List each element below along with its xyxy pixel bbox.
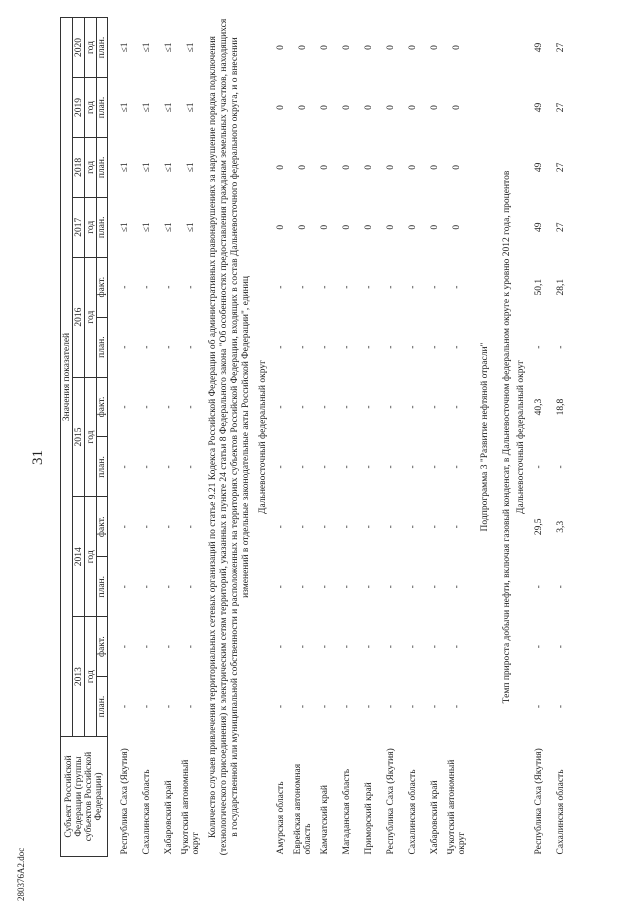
value-cell: 3,3: [556, 520, 566, 533]
value-cell: -: [364, 645, 374, 649]
subject-header: Субъект Российской Федерации (группы субъектов Российской Федерации): [61, 737, 108, 857]
value-cell: -: [556, 585, 566, 589]
value-cell: -: [430, 465, 440, 469]
value-cell: 0: [430, 165, 440, 170]
table-row: [424, 18, 446, 857]
value-cell: -: [186, 345, 196, 349]
value-cell: 0: [408, 224, 418, 230]
value-cell: ≤1: [120, 162, 130, 173]
value-cell: -: [534, 585, 544, 589]
value-cell: -: [142, 285, 152, 289]
value-cell: -: [298, 465, 308, 469]
value-cell: 40,3: [534, 398, 544, 416]
value-cell: -: [452, 525, 462, 529]
value-cell: -: [364, 704, 374, 709]
value-cell: -: [320, 285, 330, 289]
god-label: год: [85, 18, 97, 78]
value-cell: -: [186, 465, 196, 469]
value-cell: -: [408, 405, 418, 409]
subject-name: Хабаровский край: [430, 780, 440, 855]
value-cell: 0: [320, 105, 330, 110]
value-cell: 0: [342, 45, 352, 50]
value-cell: -: [276, 585, 286, 589]
subprogram-heading-row: [468, 18, 500, 857]
value-cell: -: [408, 285, 418, 289]
value-cell: -: [320, 704, 330, 709]
fakt-label: факт.: [97, 377, 108, 437]
value-cell: -: [556, 345, 566, 349]
value-cell: -: [386, 285, 396, 289]
value-cell: 27: [556, 102, 566, 113]
value-cell: -: [120, 405, 130, 409]
subject-name: Сахалинская область: [556, 769, 566, 855]
plan-label: план.: [97, 137, 108, 197]
god-label: год: [85, 197, 97, 257]
value-cell: -: [408, 465, 418, 469]
value-cell: -: [452, 645, 462, 649]
value-cell: ≤1: [186, 222, 196, 233]
page-number: 31: [30, 450, 46, 465]
value-cell: -: [164, 345, 174, 349]
table-row: [402, 18, 424, 857]
value-cell: -: [364, 405, 374, 409]
value-cell: -: [386, 645, 396, 649]
value-cell: 0: [276, 165, 286, 170]
value-cell: 0: [298, 45, 308, 50]
value-cell: -: [386, 704, 396, 709]
value-cell: 0: [386, 45, 396, 50]
value-cell: -: [164, 405, 174, 409]
value-cell: -: [120, 645, 130, 649]
value-cell: 0: [276, 224, 286, 230]
subject-name: Амурская область: [276, 781, 286, 855]
year-2019: 2019: [73, 78, 85, 138]
value-cell: 0: [430, 224, 440, 230]
value-cell: -: [430, 345, 440, 349]
value-cell: 0: [408, 45, 418, 50]
value-cell: 0: [386, 165, 396, 170]
value-cell: ≤1: [164, 162, 174, 173]
value-cell: 49: [534, 42, 544, 53]
value-cell: -: [120, 345, 130, 349]
footer-code: 280376A2.doc: [16, 847, 26, 901]
value-cell: -: [364, 525, 374, 529]
value-cell: 28,1: [556, 278, 566, 296]
value-cell: ≤1: [142, 222, 152, 233]
value-cell: -: [142, 345, 152, 349]
table-row: [136, 18, 158, 857]
value-cell: -: [164, 465, 174, 469]
value-cell: 0: [320, 45, 330, 50]
value-cell: -: [408, 585, 418, 589]
table-row: [550, 18, 572, 857]
value-cell: 0: [364, 105, 374, 110]
value-cell: 18,8: [556, 398, 566, 416]
value-cell: -: [408, 645, 418, 649]
indicator-description-row: [500, 18, 514, 857]
value-cell: -: [364, 285, 374, 289]
value-cell: 49: [534, 162, 544, 173]
value-cell: 0: [342, 165, 352, 170]
value-cell: -: [430, 285, 440, 289]
value-cell: -: [430, 525, 440, 529]
god-label: год: [85, 497, 97, 617]
value-cell: 0: [364, 224, 374, 230]
value-cell: -: [408, 525, 418, 529]
table-row: [314, 18, 336, 857]
value-cell: 0: [452, 45, 462, 50]
value-cell: -: [342, 465, 352, 469]
god-label: год: [85, 78, 97, 138]
district-heading-row: [256, 18, 270, 857]
value-cell: 29,5: [534, 518, 544, 536]
value-cell: -: [276, 285, 286, 289]
value-cell: -: [452, 285, 462, 289]
value-cell: -: [430, 585, 440, 589]
value-cell: -: [186, 525, 196, 529]
value-cell: -: [556, 645, 566, 649]
value-cell: -: [430, 704, 440, 709]
value-cell: -: [342, 704, 352, 709]
value-cell: -: [164, 704, 174, 709]
value-cell: 0: [452, 165, 462, 170]
fakt-label: факт.: [97, 257, 108, 317]
subject-name: Камчатский край: [320, 785, 330, 855]
subprogram-heading: Подпрограмма 3 "Развитие нефтяной отрасли": [479, 342, 490, 532]
value-cell: -: [430, 645, 440, 649]
table-row: [158, 18, 180, 857]
year-2015: 2015: [73, 377, 85, 497]
value-cell: -: [534, 704, 544, 709]
value-cell: -: [534, 645, 544, 649]
value-cell: -: [276, 405, 286, 409]
value-cell: -: [142, 704, 152, 709]
subject-name: Магаданская область: [342, 768, 352, 855]
value-cell: -: [276, 525, 286, 529]
plan-label: план.: [97, 677, 108, 737]
value-cell: -: [320, 525, 330, 529]
plan-label: план.: [97, 197, 108, 257]
value-cell: 0: [298, 165, 308, 170]
value-cell: 0: [430, 105, 440, 110]
value-cell: 27: [556, 162, 566, 173]
value-cell: -: [276, 345, 286, 349]
value-cell: -: [298, 645, 308, 649]
table-row: [180, 18, 202, 857]
value-cell: 0: [276, 45, 286, 50]
value-cell: -: [342, 345, 352, 349]
value-cell: 0: [342, 105, 352, 110]
value-cell: -: [142, 405, 152, 409]
value-cell: -: [452, 704, 462, 709]
value-cell: ≤1: [186, 162, 196, 173]
table-body: [108, 18, 573, 857]
subject-name: Чукотский автономный округ: [181, 759, 201, 855]
value-cell: 0: [298, 224, 308, 230]
district-heading-row: [514, 18, 528, 857]
value-cell: -: [320, 465, 330, 469]
plan-label: план.: [97, 18, 108, 78]
value-cell: -: [386, 525, 396, 529]
subject-name: Республика Саха (Якутия): [120, 748, 130, 855]
value-cell: -: [534, 345, 544, 349]
god-label: год: [85, 377, 97, 497]
subject-name: Республика Саха (Якутия): [534, 748, 544, 855]
value-cell: 27: [556, 222, 566, 233]
value-cell: 0: [386, 224, 396, 230]
value-cell: -: [430, 405, 440, 409]
district-heading: Дальневосточный федеральный округ: [516, 360, 526, 514]
value-cell: -: [342, 645, 352, 649]
value-cell: 0: [298, 105, 308, 110]
value-cell: ≤1: [186, 42, 196, 53]
value-cell: -: [276, 704, 286, 709]
value-cell: 0: [452, 105, 462, 110]
subject-name: Чукотский автономный округ: [447, 759, 467, 855]
value-cell: 0: [364, 165, 374, 170]
value-cell: ≤1: [142, 42, 152, 53]
year-2014: 2014: [73, 497, 85, 617]
plan-label: план.: [97, 317, 108, 377]
value-cell: -: [186, 285, 196, 289]
god-label: год: [85, 137, 97, 197]
value-cell: -: [276, 645, 286, 649]
value-cell: -: [142, 525, 152, 529]
table-row: [446, 18, 468, 857]
value-cell: -: [364, 465, 374, 469]
value-cell: -: [298, 345, 308, 349]
value-cell: -: [186, 585, 196, 589]
value-cell: -: [120, 704, 130, 709]
value-cell: -: [320, 405, 330, 409]
value-cell: -: [408, 704, 418, 709]
value-cell: -: [556, 465, 566, 469]
value-cell: -: [120, 465, 130, 469]
value-cell: -: [298, 704, 308, 709]
value-cell: 0: [386, 105, 396, 110]
year-2018: 2018: [73, 137, 85, 197]
value-cell: -: [452, 585, 462, 589]
value-cell: ≤1: [120, 42, 130, 53]
value-cell: 27: [556, 42, 566, 53]
value-cell: -: [452, 405, 462, 409]
table-row: [528, 18, 550, 857]
value-cell: 0: [342, 224, 352, 230]
value-cell: -: [386, 465, 396, 469]
value-cell: -: [164, 525, 174, 529]
value-cell: -: [298, 405, 308, 409]
table-row: [336, 18, 358, 857]
value-cell: ≤1: [164, 102, 174, 113]
subject-name: Еврейская автономная область: [293, 763, 313, 855]
value-cell: -: [298, 285, 308, 289]
district-heading: Дальневосточный федеральный округ: [258, 360, 268, 514]
value-cell: -: [276, 465, 286, 469]
value-cell: 0: [320, 224, 330, 230]
value-cell: ≤1: [142, 102, 152, 113]
table-row: [270, 18, 292, 857]
value-cell: -: [164, 645, 174, 649]
value-cell: 49: [534, 222, 544, 233]
value-cell: -: [298, 525, 308, 529]
value-cell: -: [164, 585, 174, 589]
value-cell: ≤1: [186, 102, 196, 113]
value-cell: ≤1: [120, 102, 130, 113]
value-cell: -: [386, 405, 396, 409]
indicator-description: Темп прироста добычи нефти, включая газовый конденсат, в Дальневосточном федеральном округе к уровню 2012 года, процентов: [502, 170, 512, 704]
god-label: год: [85, 257, 97, 377]
value-cell: -: [186, 704, 196, 709]
value-cell: ≤1: [164, 42, 174, 53]
value-cell: -: [556, 704, 566, 709]
subject-name: Сахалинская область: [408, 769, 418, 855]
value-cell: -: [386, 585, 396, 589]
value-cell: -: [452, 465, 462, 469]
value-cell: 0: [408, 105, 418, 110]
value-cell: -: [142, 465, 152, 469]
value-cell: -: [452, 345, 462, 349]
value-cell: -: [364, 585, 374, 589]
year-2016: 2016: [73, 257, 85, 377]
value-cell: -: [142, 585, 152, 589]
value-cell: -: [164, 285, 174, 289]
value-cell: -: [342, 285, 352, 289]
value-cell: -: [342, 405, 352, 409]
value-cell: ≤1: [164, 222, 174, 233]
value-cell: 49: [534, 102, 544, 113]
value-cell: -: [142, 645, 152, 649]
value-cell: -: [186, 405, 196, 409]
value-cell: -: [342, 525, 352, 529]
value-cell: -: [408, 345, 418, 349]
value-cell: ≤1: [142, 162, 152, 173]
indicators-table: [60, 17, 572, 857]
plan-label: план.: [97, 437, 108, 497]
value-cell: -: [320, 345, 330, 349]
plan-label: план.: [97, 557, 108, 617]
value-cell: -: [320, 645, 330, 649]
table-row: [114, 18, 136, 857]
table-row: [380, 18, 402, 857]
fakt-label: факт.: [97, 497, 108, 557]
value-cell: 50,1: [534, 278, 544, 296]
value-cell: -: [534, 465, 544, 469]
subject-name: Сахалинская область: [142, 769, 152, 855]
value-cell: 0: [276, 105, 286, 110]
year-2017: 2017: [73, 197, 85, 257]
value-cell: 0: [452, 224, 462, 230]
value-cell: -: [186, 645, 196, 649]
value-cell: -: [120, 285, 130, 289]
value-cell: 0: [408, 165, 418, 170]
plan-label: план.: [97, 78, 108, 138]
subject-name: Приморский край: [364, 782, 374, 855]
table-row: [358, 18, 380, 857]
value-cell: 0: [320, 165, 330, 170]
value-cell: ≤1: [120, 222, 130, 233]
indicator-description: Количество случаев привлечения территориальных сетевых организаций по статье 9.21 Кодекса Российской Федерации об административных правонарушениях за нарушение порядка подключения (технологического присоединения) к электрическим сетям территорий, указанных в пункте 24 статьи 8 Федерального закона "Об особенностях предоставления гражданам земельных участков, находящихся в государственной или муниципальной собственности и расположенных на территориях субъектов Российской Федерации, входящих в состав Дальневосточного федерального округа, и о внесении изменений в отдельные законодательные акты Российской Федерации", единиц: [208, 18, 251, 856]
fakt-label: факт.: [97, 617, 108, 677]
year-2013: 2013: [73, 617, 85, 737]
indicator-description-row: [202, 18, 256, 857]
subject-name: Хабаровский край: [164, 780, 174, 855]
subject-name: Республика Саха (Якутия): [386, 748, 396, 855]
god-label: год: [85, 617, 97, 737]
value-cell: -: [342, 585, 352, 589]
value-cell: -: [386, 345, 396, 349]
year-2020: 2020: [73, 18, 85, 78]
indicators-header: Значения показателей: [61, 18, 73, 737]
value-cell: 0: [430, 45, 440, 50]
value-cell: -: [120, 585, 130, 589]
value-cell: -: [120, 525, 130, 529]
value-cell: -: [364, 345, 374, 349]
value-cell: -: [298, 585, 308, 589]
value-cell: 0: [364, 45, 374, 50]
value-cell: -: [320, 585, 330, 589]
table-row: [292, 18, 314, 857]
